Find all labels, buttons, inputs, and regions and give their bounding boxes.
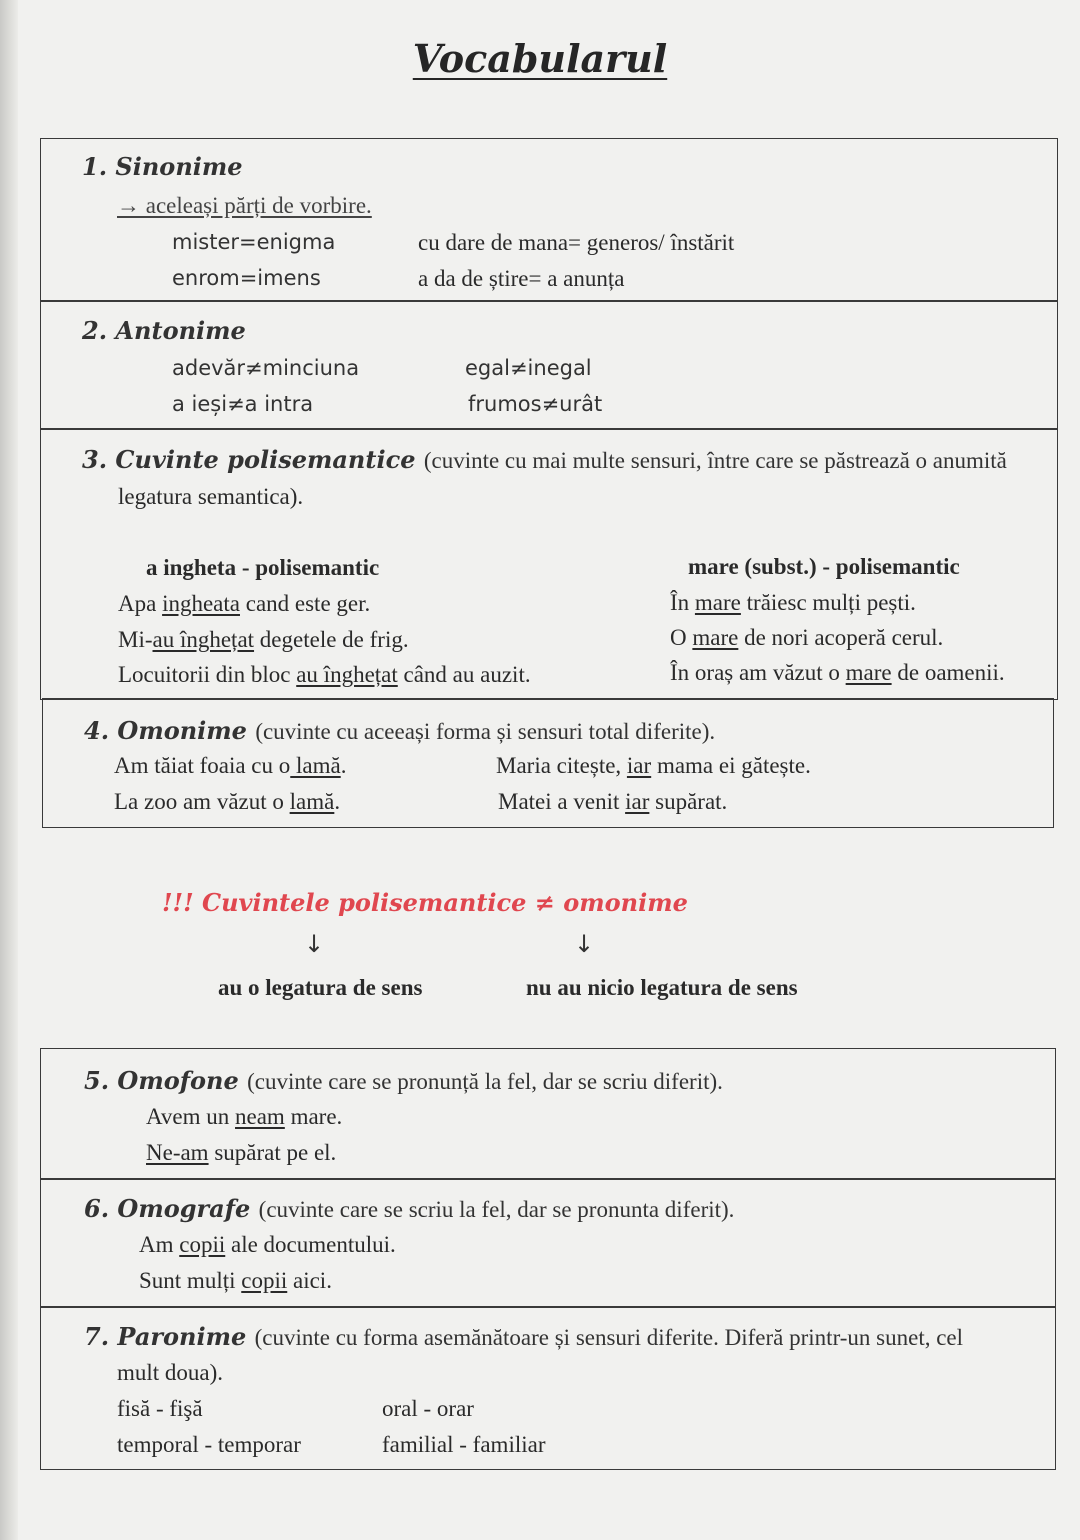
warning-left-label: au o legatura de sens xyxy=(218,975,423,1000)
omonime-right-2: Matei a venit iar supărat. xyxy=(498,789,728,814)
sinonime-right-2: a da de știre= a anunța xyxy=(418,266,625,291)
polisemantic-right-line-1: În mare trăiesc mulți pești. xyxy=(670,590,916,615)
omofone-heading: 5. Omofone (cuvinte care se pronunță la fel, dar se scriu diferit). xyxy=(84,1066,723,1095)
omofone-line-2: Ne-am supărat pe el. xyxy=(146,1140,337,1165)
omonime-heading: 4. Omonime (cuvinte cu aceeași forma și sensuri total diferite). xyxy=(84,716,716,745)
omografe-line-1: Am copii ale documentului. xyxy=(139,1232,396,1257)
antonime-right-2: frumos≠urât xyxy=(468,392,603,416)
paronime-desc: (cuvinte cu forma asemănătoare și sensuri diferite. Diferă printr-un sunet, cel xyxy=(254,1325,964,1350)
polisemantic-left-title: a ingheta - polisemantic xyxy=(146,555,380,580)
sinonime-heading: 1. Sinonime xyxy=(82,152,243,181)
page-title: Vocabularul xyxy=(412,36,668,81)
sinonime-right-1: cu dare de mana= generos/ înstărit xyxy=(418,230,735,255)
sinonime-note: → aceleași părți de vorbire. xyxy=(117,193,372,218)
antonime-left-1: adevăr≠minciuna xyxy=(172,356,360,380)
polisemantic-right-title: mare (subst.) - polisemantic xyxy=(688,554,960,579)
paronime-right-2: familial - familiar xyxy=(382,1432,546,1457)
sinonime-left-2: enrom=imens xyxy=(172,266,321,290)
polisemantice-desc-2: legatura semantica). xyxy=(118,484,304,509)
omonime-left-1: Am tăiat foaia cu o lamă. xyxy=(114,753,347,778)
warning-right-label: nu au nicio legatura de sens xyxy=(526,975,798,1000)
down-arrow-icon: ↓ xyxy=(304,930,325,958)
polisemantice-heading: 3. Cuvinte polisemantice (cuvinte cu mai multe sensuri, între care se păstrează o anumită xyxy=(82,445,1007,474)
omografe-desc: (cuvinte care se scriu la fel, dar se pronunta diferit). xyxy=(258,1197,735,1222)
polisemantic-left-line-2: Mi-au înghețat degetele de frig. xyxy=(118,627,409,652)
polisemantic-right-line-2: O mare de nori acoperă cerul. xyxy=(670,625,944,650)
antonime-left-2: a ieși≠a intra xyxy=(172,392,314,416)
omofone-desc: (cuvinte care se pronunță la fel, dar se scriu diferit). xyxy=(247,1069,723,1094)
omografe-line-2: Sunt mulți copii aici. xyxy=(139,1268,332,1293)
omografe-heading: 6. Omografe (cuvinte care se scriu la fel, dar se pronunta diferit). xyxy=(84,1194,735,1223)
paronime-left-2: temporal - temporar xyxy=(117,1432,301,1457)
antonime-right-1: egal≠inegal xyxy=(465,356,592,380)
omonime-left-2: La zoo am văzut o lamă. xyxy=(114,789,341,814)
paronime-right-1: oral - orar xyxy=(382,1396,474,1421)
paronime-heading: 7. Paronime (cuvinte cu forma asemănătoare și sensuri diferite. Diferă printr-un sunet, cel xyxy=(84,1322,964,1351)
antonime-heading: 2. Antonime xyxy=(82,316,246,345)
paronime-left-1: fisă - fişă xyxy=(117,1396,203,1421)
sinonime-left-1: mister=enigma xyxy=(172,230,336,254)
polisemantic-left-line-3: Locuitorii din bloc au înghețat când au auzit. xyxy=(118,662,531,687)
polisemantic-right-line-3: În oraș am văzut o mare de oamenii. xyxy=(670,660,1005,685)
down-arrow-icon: ↓ xyxy=(574,930,595,958)
omofone-line-1: Avem un neam mare. xyxy=(146,1104,343,1129)
warning-text: !!! Cuvintele polisemantice ≠ omonime xyxy=(162,888,688,917)
polisemantice-desc: (cuvinte cu mai multe sensuri, între care se păstrează o anumită xyxy=(423,448,1007,473)
omonime-desc: (cuvinte cu aceeași forma și sensuri total diferite). xyxy=(255,719,716,744)
polisemantic-left-line-1: Apa ingheata cand este ger. xyxy=(118,591,371,616)
omonime-right-1: Maria citește, iar mama ei gătește. xyxy=(496,753,811,778)
page-edge-shadow xyxy=(0,0,18,1540)
paronime-desc-2: mult doua). xyxy=(117,1360,224,1385)
